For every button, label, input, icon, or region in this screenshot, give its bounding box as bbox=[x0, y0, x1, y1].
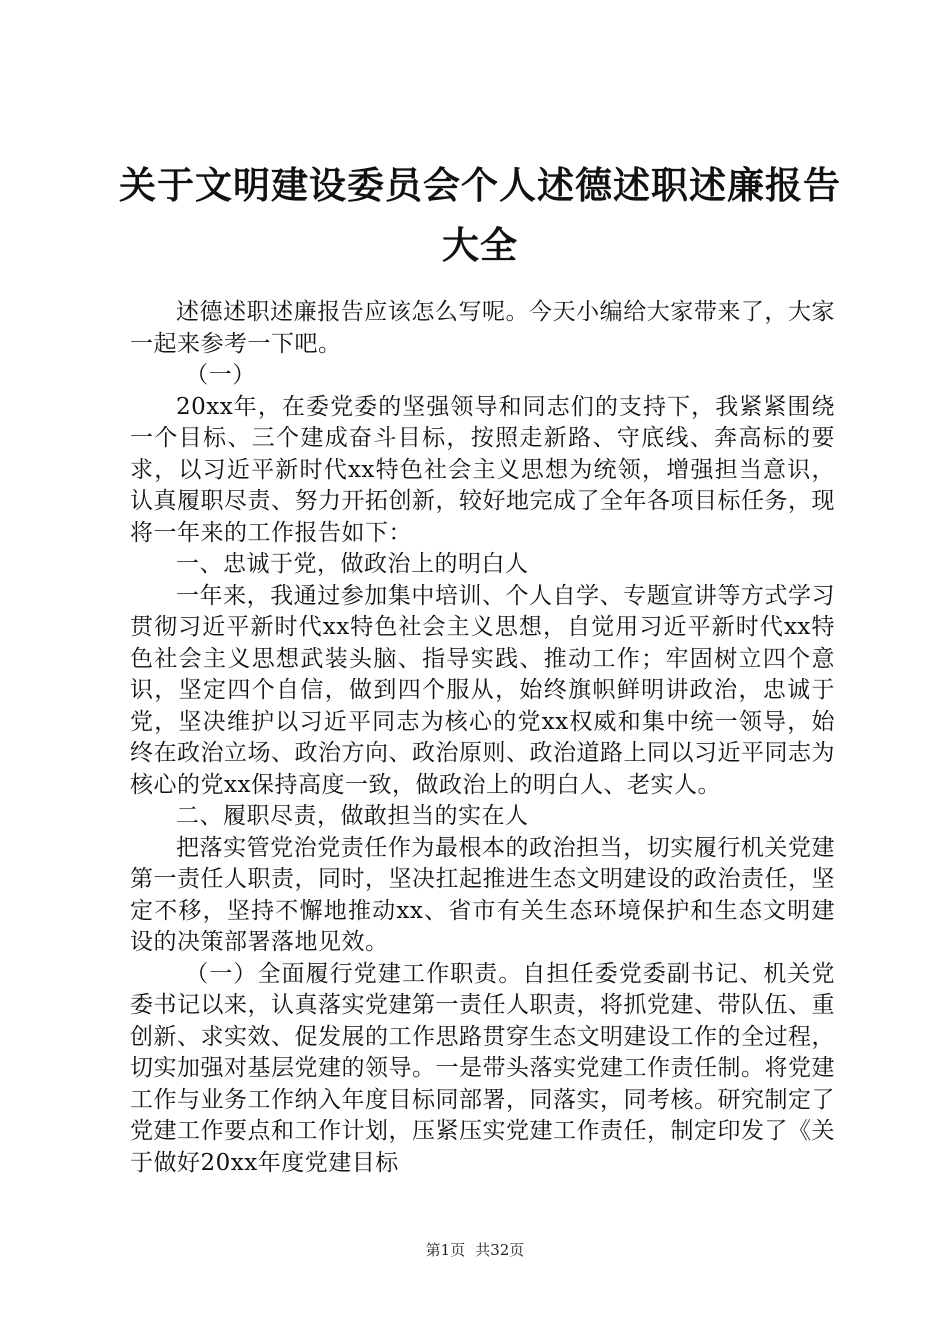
page-total: 共32页 bbox=[475, 1241, 525, 1259]
section-1-paragraph: 一年来，我通过参加集中培训、个人自学、专题宣讲等方式学习贯彻习近平新时代xx特色社会主义思想，自觉用习近平新时代xx特色社会主义思想武装头脑、指导实践、推动工作；牢固树立四个意识，坚定四个自信，做到四个服从，始终旗帜鲜明讲政治，忠诚于党，坚决维护以习近平同志为核心的党xx权威和集中统一领导，始终在政治立场、政治方向、政治原则、政治道路上同以习近平同志为核心的党xx保持高度一致，做政治上的明白人、老实人。 bbox=[130, 582, 835, 798]
opening-paragraph: 20xx年，在委党委的坚强领导和同志们的支持下，我紧紧围绕一个目标、三个建成奋斗目标，按照走新路、守底线、奔高标的要求，以习近平新时代xx特色社会主义思想为统领，增强担当意识，认真履职尽责、努力开拓创新，较好地完成了全年各项目标任务，现将一年来的工作报告如下： bbox=[130, 393, 835, 546]
section-heading-2: 二、履职尽责，做敢担当的实在人 bbox=[176, 803, 529, 829]
document-body bbox=[130, 297, 835, 1179]
subsection-1-paragraph: （一）全面履行党建工作职责。自担任委党委副书记、机关党委书记以来，认真落实党建第一责任人职责，将抓党建、带队伍、重创新、求实效、促发展的工作思路贯穿生态文明建设工作的全过程，切实加强对基层党建的领导。一是带头落实党建工作责任制。将党建工作与业务工作纳入年度目标同部署，同落实，同考核。研究制定了党建工作要点和工作计划，压紧压实党建工作责任，制定印发了《关于做好20xx年度党建目标 bbox=[130, 960, 835, 1176]
intro-paragraph: 述德述职述廉报告应该怎么写呢。今天小编给大家带来了，大家一起来参考一下吧。 bbox=[130, 299, 835, 357]
page-number: 第1页 bbox=[425, 1241, 466, 1259]
page-footer bbox=[0, 1240, 950, 1260]
document-title: 关于文明建设委员会个人述德述职述廉报告大全 bbox=[119, 164, 841, 267]
section-number: （一） bbox=[185, 362, 256, 388]
section-2-paragraph: 把落实管党治党责任作为最根本的政治担当，切实履行机关党建第一责任人职责，同时，坚决扛起推进生态文明建设的政治责任，坚定不移，坚持不懈地推动xx、省市有关生态环境保护和生态文明建设的决策部署落地见效。 bbox=[130, 834, 835, 955]
section-heading-1: 一、忠诚于党，做政治上的明白人 bbox=[176, 551, 529, 577]
